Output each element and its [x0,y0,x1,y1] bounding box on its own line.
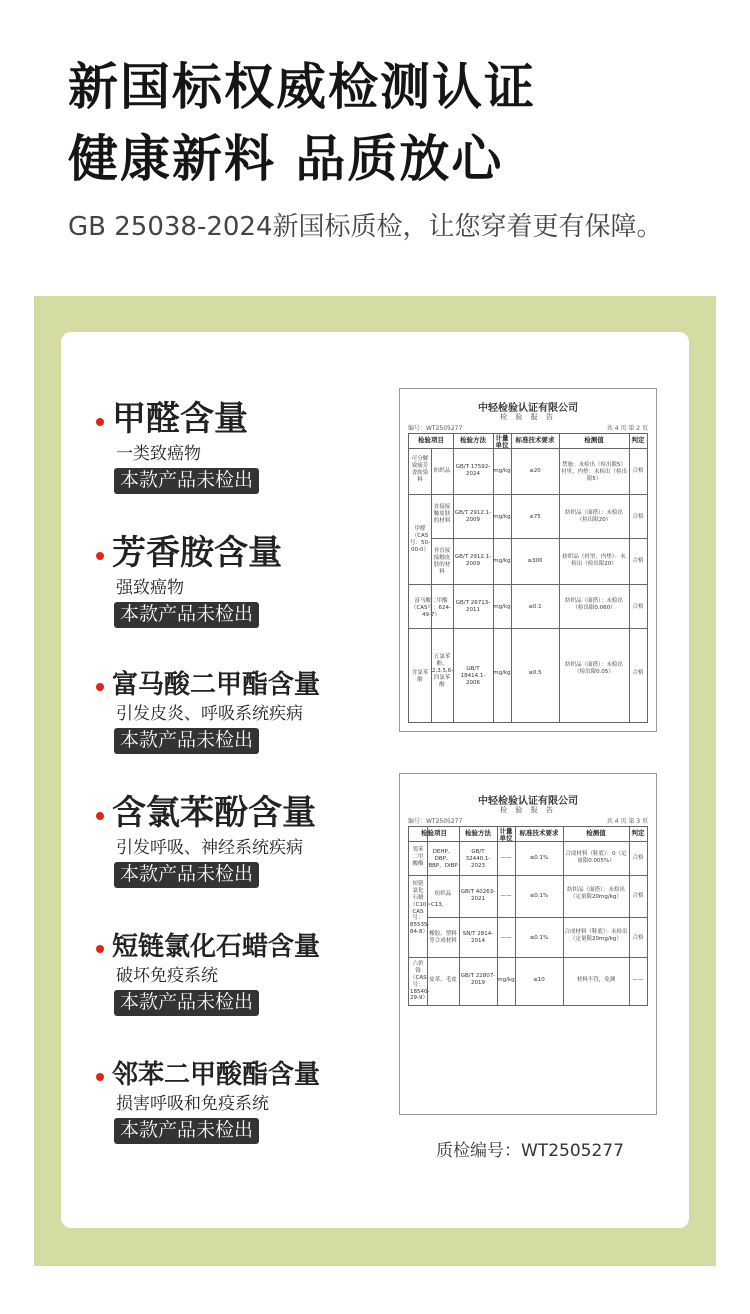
report-title: 检 验 报 告 [500,413,556,421]
report-cell: —— [632,977,644,983]
report-header-cell: 计量单位 [495,434,509,450]
item-tag: 本款产品未检出 [114,990,259,1016]
report-cell: 合成材料（鞋底）：0（定量限0.005%） [565,851,627,864]
report-cell: 合成材料（鞋底）：未检出（定量限20mg/kg） [564,929,628,942]
report-header-cell: 检验项目 [418,436,444,444]
report-cell: 合格 [632,855,644,861]
report-cell: 合格 [632,604,644,610]
report-cell: 邻苯二甲酸酯 [412,847,424,867]
item-desc: 引发呼吸、神经系统疾病 [116,838,303,858]
report-cell: 富马酸二甲酯（CAS号：624-49-7） [410,598,452,618]
red-dot-icon [96,945,104,953]
report-cell: 合格 [632,935,644,941]
report-cell: 五氯苯酚、2,3,5,6-四氯苯酚 [432,654,454,688]
item-desc: 破坏免疫系统 [116,966,218,986]
item-name: 短链氯化石蜡含量 [112,932,321,962]
report-cell: mg/kg [493,468,511,474]
report-table-2 [408,826,648,1006]
item-desc: 引发皮炎、呼吸系统疾病 [116,704,303,724]
report-cell: 短链氯化石蜡（C10~C13，CAS号：85535-84-8） [410,881,448,936]
report-company: 中轻检验认证有限公司 [478,796,578,807]
report-title: 检 验 报 告 [500,806,556,814]
report-cell: GB/T 26713-2011 [455,600,491,613]
report-cell: 甲醛（CAS号：50-00-0） [410,526,430,553]
red-dot-icon [96,552,104,560]
report-cell: ≤10 [533,977,545,983]
report-company: 中轻检验认证有限公司 [478,403,578,414]
item-desc: 损害呼吸和免疫系统 [116,1094,269,1114]
report-cell: 合格 [632,670,644,676]
page-title-line-2: 健康新料 品质放心 [68,130,504,188]
report-cell: ≤0.1% [529,855,549,861]
report-header-cell: 判定 [631,436,645,444]
report-cell: ≤0.1 [528,604,542,610]
report-cell: GB/T 2912.1-2009 [454,510,492,523]
report-cell: 可分解致癌芳香胺染料 [411,456,429,483]
report-cell: 皮革、毛皮 [429,977,457,983]
item-tag: 本款产品未检出 [114,468,259,494]
red-dot-icon [96,1073,104,1081]
report-number: 编号：WT2505277 [408,818,463,825]
report-cell: GB/T 22807-2019 [460,973,496,986]
report-cell: ≤0.1% [529,935,549,941]
report-cell: —— [500,855,512,861]
report-cell: 纺织品（面搭）：未检出（定量限20mg/kg） [567,887,625,900]
report-cell: ≤300 [527,558,543,564]
item-name: 甲醛含量 [112,399,248,439]
report-cell: ≤0.5 [528,670,542,676]
report-cell: GB/T 18414.1-2006 [460,666,486,686]
report-caption: 质检编号：WT2505277 [436,1141,624,1161]
report-sheet-1 [399,388,657,732]
report-cell: DEHP、DBP、BBP、DIBP [428,849,458,869]
item-tag: 本款产品未检出 [114,1118,259,1144]
report-cell: GB/T 40263-2021 [460,889,496,902]
report-cell: 合格 [632,558,644,564]
report-cell: —— [500,893,512,899]
report-header-cell: 判定 [631,829,645,837]
page-title-line-1: 新国标权威检测认证 [68,58,536,116]
report-cell: 纺织品（衬里、内垫）：未检出（检出限20） [562,554,626,567]
report-cell: 合格 [632,514,644,520]
report-cell: 纺织品（面搭）：未检出（检出限20） [565,510,623,523]
report-cell: 非直接接触皮肤的材料 [433,548,451,575]
report-header-cell: 标准技术要求 [515,436,555,444]
report-cell: 纺织品（面搭）：未检出（检出限0.060） [565,598,623,611]
page-subtitle: GB 25038-2024新国标质检，让您穿着更有保障。 [68,212,663,242]
report-page: 共 4 页 第 2 页 [606,425,648,432]
report-header-cell: 检验项目 [421,829,447,837]
report-cell: mg/kg [493,670,511,676]
item-name: 邻苯二甲酸酯含量 [112,1060,321,1090]
report-cell: 橡胶、塑料等合成材料 [429,931,457,944]
red-dot-icon [96,418,104,426]
item-desc: 强致癌物 [116,578,184,598]
report-cell: ≤0.1% [529,893,549,899]
report-cell: 纺织品 [434,891,452,897]
report-cell: 含氯苯酚 [411,670,429,683]
report-header-cell: 检验方法 [465,829,491,837]
item-name: 富马酸二甲酯含量 [112,670,321,700]
report-cell: 六价铬（CAS号：18540-29-9） [410,961,430,1002]
report-header-cell: 检测值 [584,436,604,444]
report-cell: 纺织品（面搭）：未检出（检出限0.05） [565,662,623,675]
red-dot-icon [96,812,104,820]
item-name: 含氯苯酚含量 [112,793,316,833]
report-header-cell: 检测值 [586,829,606,837]
report-cell: 合格 [632,893,644,899]
report-page: 共 4 页 第 3 页 [606,818,648,825]
item-name: 芳香胺含量 [112,533,282,573]
report-cell: 禁施：未检出（检出限5）衬里、内垫：未检出（检出限5） [560,462,627,482]
report-cell: 合格 [632,468,644,474]
report-cell: ≤20 [529,468,541,474]
report-cell: GB/T 2912.1-2009 [454,554,492,567]
report-table-1 [408,433,648,723]
report-header-cell: 标准技术要求 [519,829,559,837]
report-sheet-2 [399,773,657,1115]
report-cell: mg/kg [493,558,511,564]
report-cell: 纺织品 [433,468,451,474]
report-cell: mg/kg [493,514,511,520]
item-tag: 本款产品未检出 [114,728,259,754]
report-cell: ≤75 [529,514,541,520]
report-cell: GB/T 32440.1-2023 [465,849,491,869]
item-desc: 一类致癌物 [116,444,201,464]
report-cell: —— [500,935,512,941]
report-header-cell: 计量单位 [499,827,513,843]
report-number: 编号：WT2505277 [408,425,463,432]
report-cell: mg/kg [497,977,515,983]
report-cell: 材料不符，免测 [576,977,616,983]
item-tag: 本款产品未检出 [114,862,259,888]
report-cell: SN/T 2814-2014 [462,931,494,944]
report-header-cell: 检验方法 [460,436,486,444]
report-cell: mg/kg [493,604,511,610]
report-cell: 直接接触皮肤的材料 [433,504,451,524]
report-cell: GB/T 17592-2024 [455,464,491,477]
item-tag: 本款产品未检出 [114,602,259,628]
red-dot-icon [96,683,104,691]
